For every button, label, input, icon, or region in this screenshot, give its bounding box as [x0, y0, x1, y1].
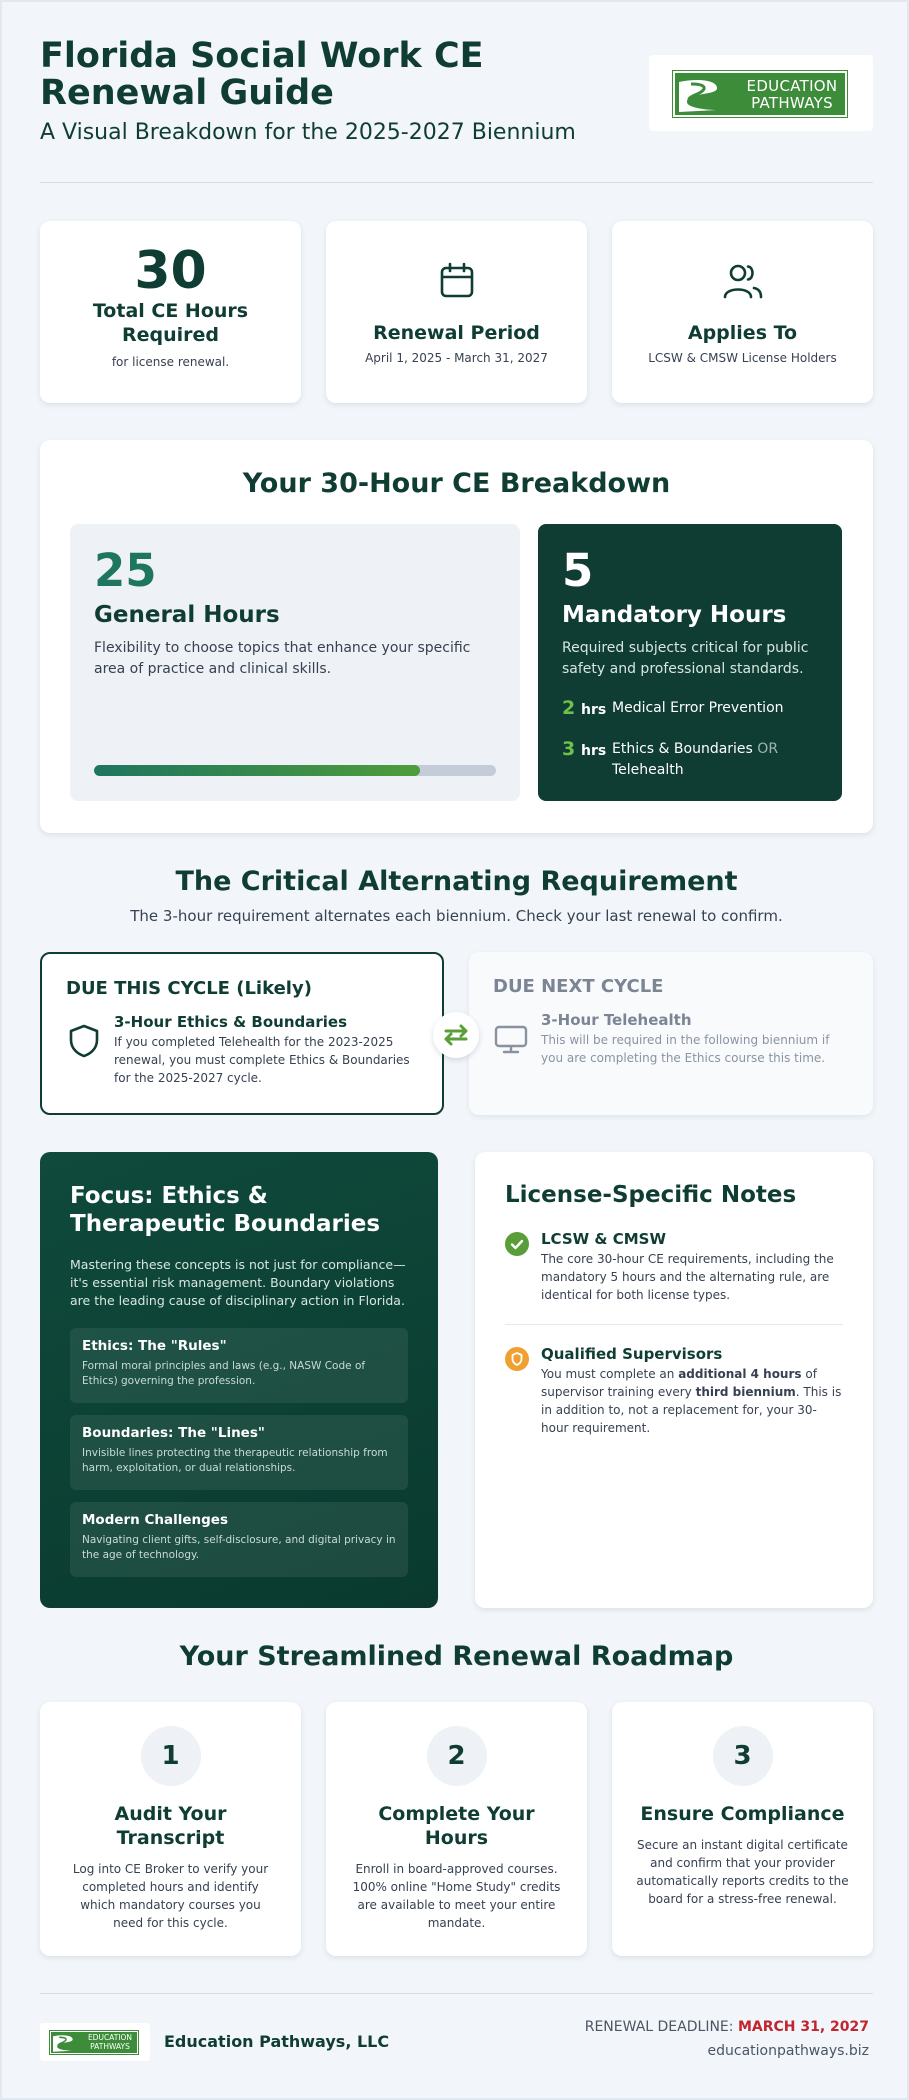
step-text: Log into CE Broker to verify your completed hours and identify which mandatory courses you need for this cycle.	[72, 1862, 269, 1930]
company-logo	[673, 71, 847, 117]
due-next-cycle-heading: DUE NEXT CYCLE	[493, 976, 664, 997]
ethics-focus-panel	[40, 1152, 438, 1608]
header	[40, 38, 873, 180]
progress-fill	[94, 765, 420, 776]
general-hours-box	[70, 524, 520, 801]
focus-intro-text: Mastering these concepts is not just for compliance—it's essential risk management. Boundary violations are the leading cause of disciplinary action in Florida.	[70, 1257, 406, 1308]
alternating-title: The Critical Alternating Requirement	[175, 866, 738, 897]
ethics-label: Ethics & Boundaries	[612, 741, 753, 757]
header-divider	[40, 182, 873, 183]
hours-value: 3	[562, 738, 576, 760]
due-next-cycle-title: 3-Hour Telehealth	[541, 1011, 692, 1029]
roadmap-step-1	[40, 1702, 301, 1956]
stat-card-total-hours	[40, 221, 301, 403]
footer-deadline	[585, 2019, 869, 2035]
due-this-cycle-content	[114, 1013, 418, 1087]
mandatory-item-medical-error	[562, 698, 818, 721]
company-logo-box	[649, 55, 873, 131]
due-this-cycle-heading: DUE THIS CYCLE (Likely)	[66, 978, 312, 999]
step-number-badge: 2	[427, 1726, 487, 1786]
swap-icon-badge	[433, 1012, 479, 1058]
alternating-subtitle: The 3-hour requirement alternates each biennium. Check your last renewal to confirm.	[130, 907, 783, 925]
license-notes-panel	[475, 1152, 873, 1608]
roadmap-step-3	[612, 1702, 873, 1956]
mandatory-item-label: Medical Error Prevention	[612, 700, 784, 716]
focus-item-text: Formal moral principles and laws (e.g., NASW Code of Ethics) governing the profession.	[82, 1360, 366, 1387]
note-title: Qualified Supervisors	[541, 1345, 723, 1363]
road-emblem-icon	[52, 2033, 82, 2053]
mandatory-hours-number: 5	[562, 544, 594, 597]
note-qualified-supervisors	[505, 1345, 843, 1437]
logo-text: EDUCATION PATHWAYS	[746, 77, 838, 112]
note-text-part: of supervisor training every	[541, 1367, 817, 1399]
due-this-cycle-body	[66, 1013, 418, 1087]
road-emblem-icon	[677, 76, 735, 114]
due-next-cycle-card	[469, 952, 873, 1115]
breakdown-title: Your 30-Hour CE Breakdown	[242, 468, 671, 499]
step-title: Ensure Compliance	[640, 1803, 845, 1825]
note-emphasis: additional 4 hours	[678, 1367, 802, 1381]
stat-card-applies-to	[612, 221, 873, 403]
deadline-date: MARCH 31, 2027	[737, 2019, 869, 2035]
step-number-badge: 3	[713, 1726, 773, 1786]
step-title: Audit Your Transcript	[114, 1803, 227, 1849]
footer-logo	[50, 2031, 138, 2054]
deadline-label: RENEWAL DEADLINE:	[584, 2019, 738, 2035]
hours-unit: hrs	[581, 702, 607, 718]
hours-unit: hrs	[581, 743, 607, 759]
focus-item-title: Boundaries: The "Lines"	[82, 1425, 265, 1441]
general-hours-number: 25	[94, 544, 157, 597]
focus-item-text: Invisible lines protecting the therapeutic relationship from harm, exploitation, or dual relationships.	[82, 1447, 388, 1474]
footer-logo-box	[40, 2023, 150, 2061]
focus-title: Focus: Ethics & Therapeutic Boundaries	[70, 1183, 381, 1237]
note-emphasis: third biennium	[695, 1385, 796, 1399]
mandatory-item-label	[612, 739, 812, 781]
badge-shield-icon	[505, 1347, 529, 1371]
shield-icon	[66, 1023, 102, 1059]
due-next-cycle-body	[493, 1011, 849, 1067]
due-this-cycle-card	[40, 952, 444, 1115]
mandatory-hours-text: Required subjects critical for public safety and professional standards.	[562, 640, 809, 677]
page-subtitle: A Visual Breakdown for the 2025-2027 Biennium	[40, 120, 576, 145]
note-lcsw-cmsw	[505, 1230, 843, 1304]
focus-item-title: Modern Challenges	[82, 1512, 229, 1528]
footer-company-name: Education Pathways, LLC	[164, 2032, 390, 2051]
general-hours-progress-bar	[94, 765, 496, 776]
mandatory-hours-box	[538, 524, 842, 801]
focus-item-boundaries	[70, 1415, 408, 1490]
monitor-icon	[493, 1021, 529, 1057]
footer-divider	[40, 1993, 873, 1994]
users-icon	[721, 259, 765, 303]
ce-breakdown-section	[40, 440, 873, 833]
telehealth-label: Telehealth	[612, 762, 684, 778]
focus-item-ethics	[70, 1328, 408, 1403]
general-hours-title: General Hours	[94, 602, 280, 628]
due-this-cycle-text: If you completed Telehealth for the 2023-2025 renewal, you must complete Ethics & Boundaries for the 2025-2027 cycle.	[114, 1035, 410, 1085]
step-title: Complete Your Hours	[378, 1803, 535, 1849]
step-text: Secure an instant digital certificate and confirm that your provider automatically reports credits to the board for a stress-free renewal.	[636, 1838, 849, 1906]
focus-item-title: Ethics: The "Rules"	[82, 1338, 227, 1354]
note-text-part: . This is in addition to, not a replacement for, your 30-hour requirement.	[541, 1385, 842, 1435]
notes-divider	[505, 1324, 843, 1325]
note-body	[541, 1230, 843, 1304]
renewal-period-title: Renewal Period	[373, 322, 540, 344]
or-label: OR	[757, 741, 779, 757]
hours-value: 2	[562, 697, 576, 719]
step-text: Enroll in board-approved courses. 100% online "Home Study" credits are available to meet your entire mandate.	[352, 1862, 561, 1930]
note-text-part: You must complete an	[541, 1367, 679, 1381]
renewal-period-dates: April 1, 2025 - March 31, 2027	[365, 351, 548, 365]
page-title: Florida Social Work CE Renewal Guide	[40, 36, 484, 113]
footer-website-link[interactable]: educationpathways.biz	[707, 2043, 869, 2059]
focus-item-modern-challenges	[70, 1502, 408, 1577]
check-icon	[505, 1232, 529, 1256]
notes-title: License-Specific Notes	[505, 1182, 797, 1208]
note-text: The core 30-hour CE requirements, including the mandatory 5 hours and the alternating rule, are identical for both license types.	[541, 1252, 834, 1302]
mandatory-item-ethics-telehealth	[562, 739, 818, 781]
due-this-cycle-title: 3-Hour Ethics & Boundaries	[114, 1013, 347, 1031]
due-next-cycle-content	[541, 1011, 849, 1067]
total-hours-number: 30	[134, 241, 207, 301]
due-next-cycle-text: This will be required in the following biennium if you are completing the Ethics course this time.	[541, 1033, 830, 1065]
swap-arrows-icon	[433, 1012, 479, 1058]
applies-to-title: Applies To	[687, 322, 798, 344]
general-hours-text: Flexibility to choose topics that enhance your specific area of practice and clinical skills.	[94, 640, 471, 677]
calendar-icon	[435, 259, 479, 303]
footer-logo-text: EDUCATION PATHWAYS	[87, 2033, 133, 2051]
total-hours-subtitle: for license renewal.	[111, 355, 230, 369]
step-number-badge: 1	[141, 1726, 201, 1786]
roadmap-step-2	[326, 1702, 587, 1956]
applies-to-license-types: LCSW & CMSW License Holders	[648, 351, 837, 365]
total-hours-title: Total CE Hours Required	[92, 300, 249, 346]
focus-item-text: Navigating client gifts, self-disclosure, and digital privacy in the age of technology.	[82, 1534, 396, 1561]
stat-card-renewal-period	[326, 221, 587, 403]
note-text	[541, 1365, 843, 1437]
roadmap-title: Your Streamlined Renewal Roadmap	[179, 1641, 734, 1672]
mandatory-hours-title: Mandatory Hours	[562, 602, 787, 628]
note-body	[541, 1345, 843, 1437]
note-title: LCSW & CMSW	[541, 1230, 667, 1248]
